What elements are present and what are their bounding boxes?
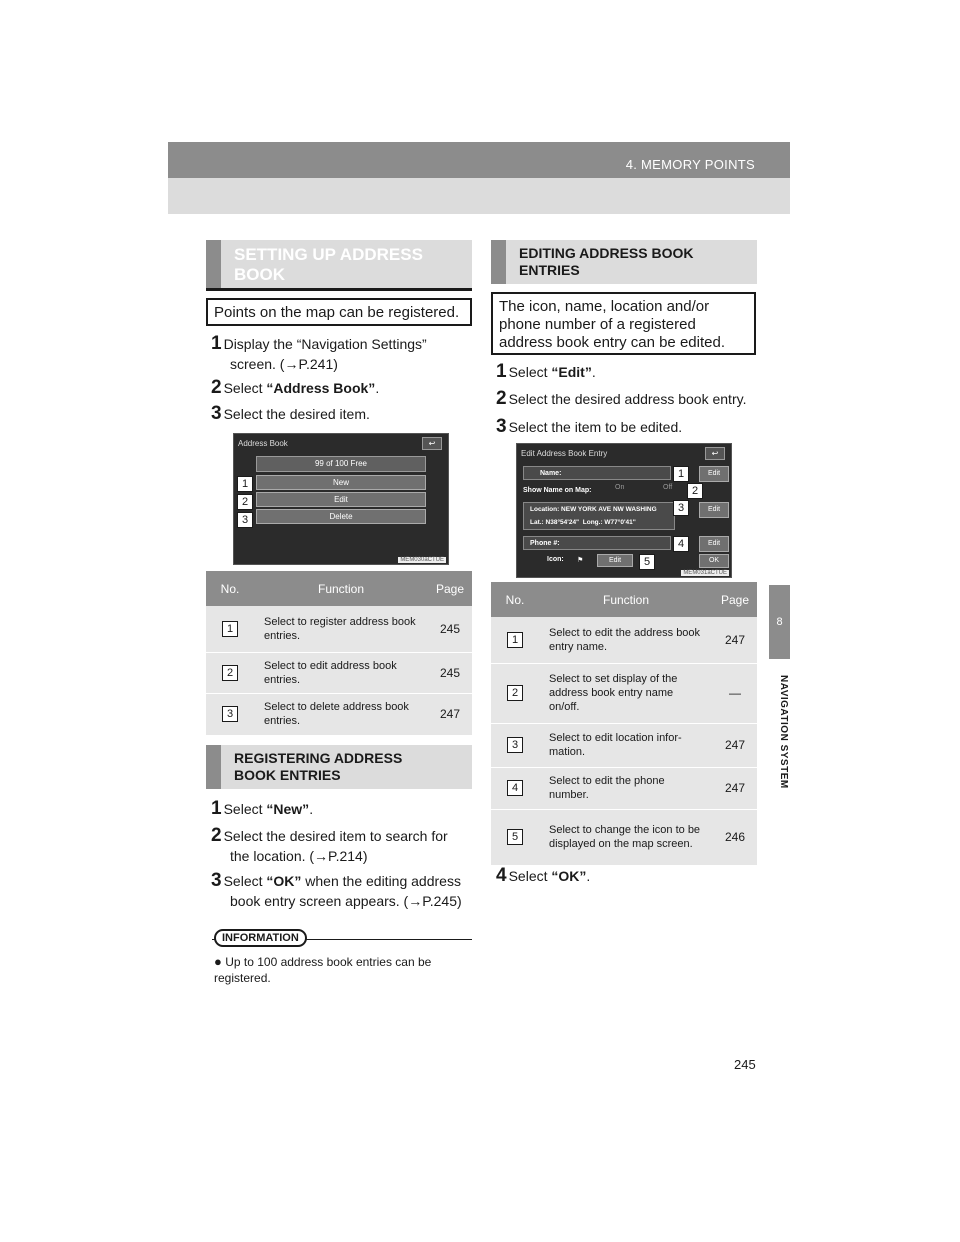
heading-line: REGISTERING ADDRESS — [234, 750, 403, 766]
address-book-screenshot — [233, 433, 449, 565]
table-row: 5 Select to change the icon to be displayed on the map screen. 246 — [491, 809, 757, 865]
phone-edit-button: Edit — [699, 536, 729, 552]
table-row: 4 Select to edit the phone number. 247 — [491, 767, 757, 809]
callout-2: 2 — [237, 494, 253, 510]
step-2: 2 Select “Address Book”. — [211, 377, 380, 398]
free-count: 99 of 100 Free — [256, 456, 426, 472]
on-toggle: On — [615, 484, 625, 491]
section-heading-registering — [206, 745, 472, 789]
header-subbar — [168, 178, 790, 214]
step-2: 2 Select the desired item to search for the location. (→P.214) — [211, 825, 448, 864]
callout-3: 3 — [673, 500, 689, 516]
callout-5: 5 — [639, 554, 655, 570]
step-3: 3 Select the desired item. — [211, 403, 370, 424]
location-edit-button: Edit — [699, 502, 729, 518]
callout-3: 3 — [237, 512, 253, 528]
off-toggle: Off — [663, 484, 673, 491]
callout-4: 4 — [673, 536, 689, 552]
chapter-title: 4. MEMORY POINTS — [625, 157, 755, 172]
callout-1: 1 — [673, 466, 689, 482]
col-function: Function — [539, 582, 713, 617]
heading-line: ENTRIES — [519, 262, 580, 278]
table-row: 3 Select to edit location infor-mation. 247 — [491, 723, 757, 767]
back-icon: ↩ — [422, 437, 442, 450]
function-table-2 — [491, 582, 757, 866]
table-row: 1 Select to edit the address book entry name. 247 — [491, 617, 757, 663]
ok-button: OK — [699, 554, 729, 568]
figure-code: MEM031aCTUE — [683, 570, 727, 576]
name-edit-button: Edit — [699, 466, 729, 482]
step-1: 1 Select “New”. — [211, 798, 314, 819]
intro-box: The icon, name, location and/or phone number of a registered address book entry can be edited. — [491, 292, 756, 355]
chapter-tab-number: 8 — [769, 585, 790, 659]
col-no: No. — [206, 571, 254, 606]
step-2: 2 Select the desired address book entry. — [496, 388, 747, 409]
step-1: 1 Select “Edit”. — [496, 361, 596, 382]
screen-title: Edit Address Book Entry — [521, 449, 608, 458]
function-table-1 — [206, 571, 472, 736]
step-1: 1 Display the “Navigation Settings” screen. (→P.241) — [211, 333, 427, 372]
show-name-label: Show Name on Map: — [523, 487, 592, 494]
delete-button: Delete — [256, 509, 426, 524]
heading-line: EDITING ADDRESS BOOK — [519, 245, 694, 261]
information-label: INFORMATION — [214, 929, 307, 947]
step-3: 3 Select “OK” when the editing address book entry screen appears. (→P.245) — [211, 870, 462, 909]
new-button: New — [256, 475, 426, 490]
section-heading-editing — [491, 240, 757, 284]
figure-code: MEM030aCTUE — [400, 557, 444, 563]
back-icon: ↩ — [705, 447, 725, 460]
col-function: Function — [254, 571, 428, 606]
flag-icon: ⚑ — [577, 557, 584, 564]
callout-1: 1 — [237, 476, 253, 492]
step-4: 4 Select “OK”. — [496, 865, 591, 886]
col-page: Page — [713, 582, 757, 617]
heading-line: SETTING UP ADDRESS — [234, 245, 423, 264]
table-row: 1 Select to register address book entries. 245 — [206, 606, 472, 652]
col-page: Page — [428, 571, 472, 606]
information-bullet: ● Up to 100 address book entries can be registered. — [214, 954, 432, 985]
heading-line: BOOK ENTRIES — [234, 767, 341, 783]
callout-2: 2 — [687, 483, 703, 499]
table-row: 2 Select to edit address book entries. 245 — [206, 652, 472, 693]
page-number: 245 — [734, 1057, 756, 1072]
phone-field: Phone #: — [523, 536, 671, 550]
name-field: Name: — [523, 466, 671, 480]
col-no: No. — [491, 582, 539, 617]
edit-entry-screenshot — [516, 443, 732, 578]
heading-line: BOOK — [234, 265, 285, 284]
edit-button: Edit — [256, 492, 426, 507]
step-3: 3 Select the item to be edited. — [496, 416, 683, 437]
icon-label: Icon: — [547, 556, 564, 563]
screen-title: Address Book — [238, 439, 288, 448]
table-row: 2 Select to set display of the address book entry name on/off. — — [491, 663, 757, 723]
section-heading-setting-up — [206, 240, 472, 291]
table-row: 3 Select to delete address book entries. 247 — [206, 693, 472, 735]
icon-edit-button: Edit — [597, 554, 633, 567]
location-field: Location: NEW YORK AVE NW WASHING Lat.: N38°54'24" Long.: W77°0'41" — [523, 502, 675, 530]
intro-box: Points on the map can be registered. — [206, 298, 472, 326]
chapter-tab-label: NAVIGATION SYSTEM — [778, 675, 789, 789]
